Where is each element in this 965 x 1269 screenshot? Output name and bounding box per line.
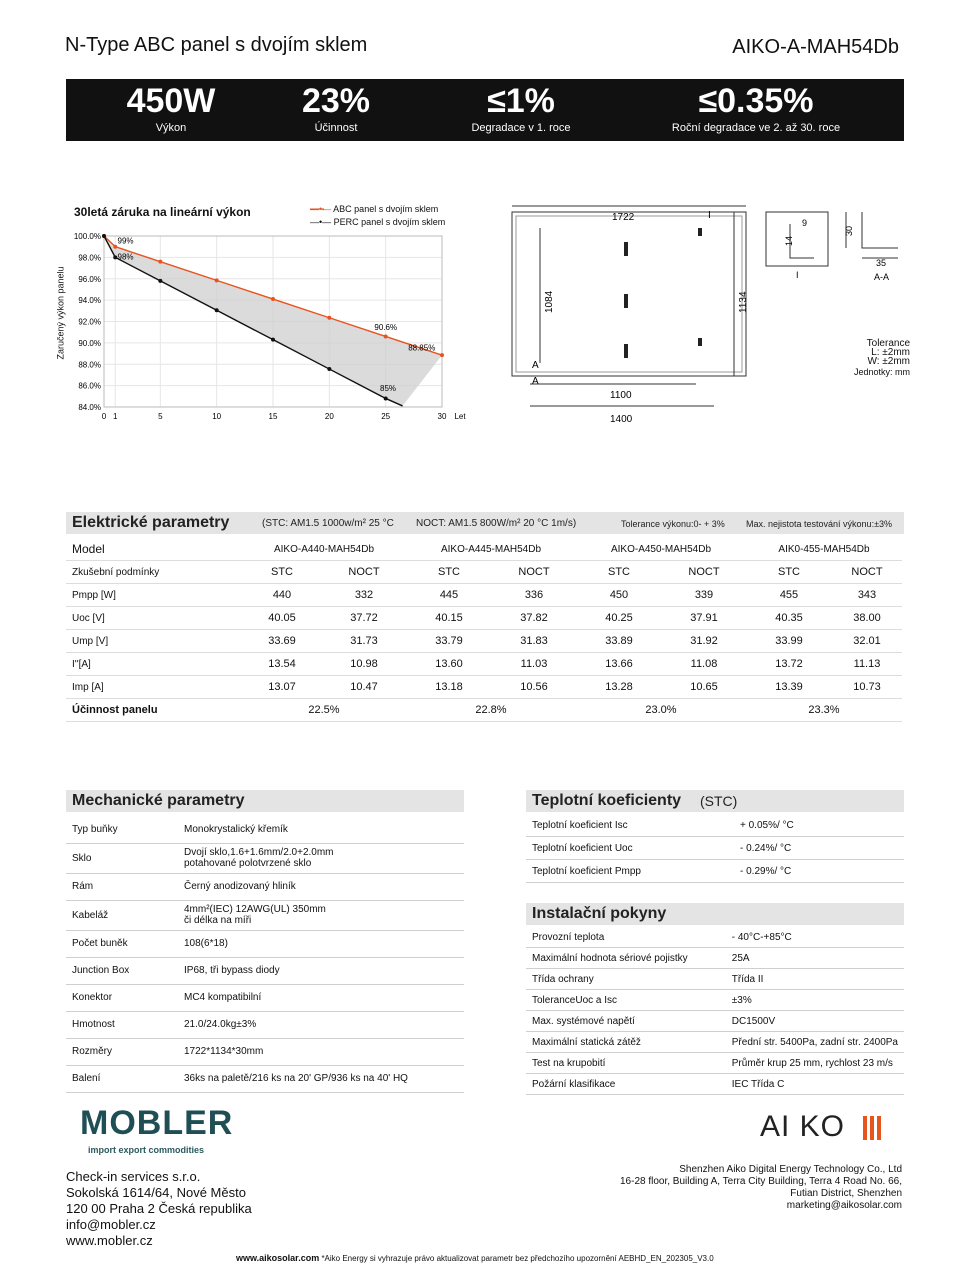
row-label: Teplotní koeficient Pmpp (526, 860, 734, 883)
aiko-logo: AI KO (759, 1110, 845, 1143)
dim-bottom-1: 1100 (610, 390, 632, 401)
x-tick-label: 10 (212, 412, 222, 421)
cell-value: 13.07 (242, 676, 322, 699)
row-label: Kabeláž (66, 900, 178, 930)
row-value-cell (178, 930, 464, 957)
efficiency-row (66, 699, 902, 722)
row-value-cell (178, 1011, 464, 1038)
x-unit-label: Let (454, 412, 466, 421)
thermal-section (526, 790, 904, 883)
row-label: Hmotnost (66, 1011, 178, 1038)
cell-value: 37.82 (492, 607, 576, 630)
install-table (526, 927, 904, 1095)
cell-value: 31.83 (492, 630, 576, 653)
row-value: Černý anodizovaný hliník (184, 881, 296, 892)
x-tick-label: 20 (324, 412, 334, 421)
y-tick-label: 92.0% (78, 317, 101, 327)
row-value: 21.0/24.0kg±3% (184, 1019, 257, 1030)
cell-value: NOCT (832, 561, 902, 584)
table-row (526, 1074, 904, 1095)
aiko-email[interactable]: marketing@aikosolar.com (786, 1200, 902, 1211)
aiko-logo-bars (863, 1116, 881, 1145)
x-tick-label: 1 (113, 412, 118, 421)
model-column-header: AIKO-A450-MAH54Db (576, 538, 746, 561)
electrical-section (66, 512, 904, 722)
mount-hole-top (698, 228, 702, 236)
cell-value: 13.66 (576, 653, 662, 676)
section-label-aa: A-A (874, 272, 890, 282)
section-aa-profile (862, 212, 898, 248)
page-title: N-Type ABC panel s dvojím sklem (65, 34, 368, 56)
bottom-site[interactable]: www.aikosolar.com (236, 1253, 320, 1263)
aiko-line: Shenzhen Aiko Digital Energy Technology Co., Ltd (679, 1164, 902, 1175)
cell-value: 10.98 (322, 653, 406, 676)
data-point (158, 260, 162, 264)
data-point (102, 234, 106, 238)
tolerance-note (854, 339, 910, 377)
tolerance-note: Tolerance výkonu:0- + 3% (621, 519, 725, 529)
kpi-banner (66, 79, 904, 141)
table-row (526, 948, 904, 969)
chart-title: 30letá záruka na lineární výkon (74, 205, 251, 219)
table-row (526, 1011, 904, 1032)
tolerance-length: L: ±2mm (871, 347, 910, 358)
data-point (327, 316, 331, 320)
efficiency-label: Účinnost panelu (66, 699, 242, 722)
row-label: Sklo (66, 843, 178, 873)
mechanical-table (66, 816, 464, 1093)
aiko-address (620, 1164, 902, 1212)
row-label: Pmpp [W] (66, 584, 242, 607)
panel-drawing (500, 198, 920, 428)
install-section (526, 903, 904, 1095)
units-note: Jednotky: mm (853, 367, 910, 377)
cell-value: 10.65 (662, 676, 746, 699)
table-row (66, 676, 902, 699)
table-row (66, 561, 902, 584)
cell-value: NOCT (492, 561, 576, 584)
row-label: Zkušební podmínky (66, 561, 242, 584)
data-label: 98% (117, 252, 134, 262)
row-value: 36ks na paletě/216 ks na 20' GP/936 ks na 40' HQ (184, 1073, 408, 1084)
bottom-disclaimer: *Aiko Energy si vyhrazuje právo aktualizovat parametr bez předchozího upozornění AEBHD_EN_202305_V3.0 (321, 1254, 714, 1263)
row-label: Test na krupobití (526, 1053, 726, 1074)
table-row (526, 969, 904, 990)
data-point (158, 279, 162, 283)
data-label: 88.85% (408, 343, 436, 353)
thermal-table (526, 814, 904, 883)
junction-box-2 (624, 294, 628, 308)
cell-value: 13.18 (406, 676, 492, 699)
table-row (526, 990, 904, 1011)
row-label: Uoc [V] (66, 607, 242, 630)
row-value-cell (178, 984, 464, 1011)
cell-value: NOCT (322, 561, 406, 584)
cell-value: 33.79 (406, 630, 492, 653)
mobler-email[interactable]: info@mobler.cz (66, 1217, 156, 1232)
data-label: 90.6% (374, 323, 398, 333)
row-label: Teplotní koeficient Uoc (526, 837, 734, 860)
aiko-logo-bar (863, 1116, 867, 1140)
legend-perc-label: PERC panel s dvojím sklem (333, 217, 446, 227)
row-value-cell (178, 900, 464, 930)
cell-value: 11.08 (662, 653, 746, 676)
cell-value: 31.92 (662, 630, 746, 653)
cell-value: STC (746, 561, 832, 584)
cell-value: 11.03 (492, 653, 576, 676)
model-name: AIKO-A-MAH54Db (732, 36, 899, 58)
cell-value: 13.60 (406, 653, 492, 676)
cell-value: 38.00 (832, 607, 902, 630)
row-label: Junction Box (66, 957, 178, 984)
thermal-heading (526, 790, 904, 812)
cell-value: NOCT (662, 561, 746, 584)
y-tick-label: 98.0% (78, 253, 101, 263)
mount-hole-bottom (698, 338, 702, 346)
row-value: Průměr krup 25 mm, rychlost 23 m/s (726, 1053, 904, 1074)
row-value: Přední str. 5400Pa, zadní str. 2400Pa (726, 1032, 904, 1053)
cell-value: 10.56 (492, 676, 576, 699)
efficiency-value: 22.8% (406, 699, 576, 722)
model-column-header: AIK0-455-MAH54Db (746, 538, 902, 561)
mobler-line: 120 00 Praha 2 Česká republika (66, 1201, 252, 1216)
row-value-cell (178, 1038, 464, 1065)
cell-value: 37.72 (322, 607, 406, 630)
cell-value: 336 (492, 584, 576, 607)
data-point (271, 297, 275, 301)
row-value-line2: potahované polotvrzené sklo (184, 858, 312, 869)
table-row (526, 927, 904, 948)
junction-box-3 (624, 344, 628, 358)
table-row (526, 1053, 904, 1074)
dim-9: 9 (802, 218, 808, 228)
cell-value: 33.69 (242, 630, 322, 653)
row-value: 1722*1134*30mm (184, 1046, 264, 1057)
table-row (66, 843, 464, 873)
cell-value: 32.01 (832, 630, 902, 653)
mechanical-section (66, 790, 464, 1093)
kpi-label: Účinnost (314, 122, 358, 134)
table-row (66, 653, 902, 676)
row-value-cell (178, 873, 464, 900)
row-value: Monokrystalický křemík (184, 823, 288, 835)
row-label: Balení (66, 1065, 178, 1092)
cell-value: 37.91 (662, 607, 746, 630)
legend-abc-marker: —•— (310, 204, 332, 214)
electrical-table (66, 538, 902, 722)
legend-abc-label: ABC panel s dvojím sklem (333, 204, 439, 214)
y-tick-label: 90.0% (78, 338, 101, 348)
cell-value: 339 (662, 584, 746, 607)
kpi-efficiency (276, 79, 396, 133)
y-tick-label: 94.0% (78, 296, 101, 306)
table-row (66, 816, 464, 843)
electrical-heading (66, 512, 904, 534)
cell-value: 332 (322, 584, 406, 607)
model-label: Model (66, 538, 242, 561)
section-mark-a-bottom: A (532, 376, 539, 387)
row-label: Teplotní koeficient Isc (526, 814, 734, 837)
stc-note: (STC: AM1.5 1000w/m² 25 °C (262, 518, 394, 529)
table-row (66, 584, 902, 607)
section-mark-a-top: A (532, 360, 539, 371)
x-tick-label: 5 (158, 412, 163, 421)
dim-30: 30 (844, 225, 854, 236)
row-value-cell (178, 843, 464, 873)
y-tick-label: 88.0% (78, 360, 101, 370)
row-value: MC4 kompatibilní (184, 992, 262, 1003)
row-value-line2: či délka na míři (184, 915, 252, 926)
row-value: - 40°C-+85°C (726, 927, 904, 948)
row-label: Rám (66, 873, 178, 900)
dim-top-width: 1722 (612, 212, 635, 223)
y-tick-label: 100.0% (73, 232, 101, 241)
y-tick-label: 84.0% (78, 403, 101, 412)
table-row (66, 957, 464, 984)
row-value: IEC Třída C (726, 1074, 904, 1095)
section-label-i: I (796, 270, 799, 280)
cell-value: 13.72 (746, 653, 832, 676)
cell-value: 343 (832, 584, 902, 607)
kpi-first-year-degradation (446, 79, 596, 133)
cell-value: 33.89 (576, 630, 662, 653)
cell-value: 40.25 (576, 607, 662, 630)
row-value-cell (178, 1065, 464, 1092)
tolerance-title: Tolerance (866, 338, 910, 349)
row-label: Třída ochrany (526, 969, 726, 990)
mobler-line: Sokolská 1614/64, Nové Město (66, 1185, 246, 1200)
x-tick-label: 0 (101, 412, 107, 421)
cell-value: STC (406, 561, 492, 584)
kpi-label: Výkon (155, 122, 187, 134)
aiko-logo-bar (877, 1116, 881, 1140)
noct-note: NOCT: AM1.5 800W/m² 20 °C 1m/s) (416, 518, 577, 529)
kpi-value: ≤1% (487, 82, 555, 120)
cell-value: 40.15 (406, 607, 492, 630)
row-value-cell (178, 816, 464, 843)
row-value: IP68, tři bypass diody (184, 965, 280, 976)
kpi-label: Degradace v 1. roce (471, 122, 571, 134)
bottom-note (236, 1253, 714, 1263)
model-column-header: AIKO-A440-MAH54Db (242, 538, 406, 561)
kpi-value: 450W (126, 82, 216, 120)
row-value: 108(6*18) (184, 938, 228, 949)
dim-35: 35 (876, 258, 887, 268)
data-point (215, 308, 219, 312)
cell-value: 33.99 (746, 630, 832, 653)
mobler-address (66, 1169, 252, 1249)
row-value: + 0.05%/ °C (734, 814, 904, 837)
x-tick-label: 15 (268, 412, 278, 421)
kpi-annual-degradation (641, 79, 871, 133)
cell-value: 455 (746, 584, 832, 607)
aiko-logo-bar (870, 1116, 874, 1140)
efficiency-value: 23.3% (746, 699, 902, 722)
table-row (66, 1065, 464, 1092)
cell-value: 13.54 (242, 653, 322, 676)
chart-svg (52, 198, 470, 428)
mechanical-heading: Mechanické parametry (66, 790, 464, 812)
table-row (66, 900, 464, 930)
table-row (66, 1038, 464, 1065)
row-label: Požární klasifikace (526, 1074, 726, 1095)
kpi-value: ≤0.35% (698, 82, 814, 120)
row-value: ±3% (726, 990, 904, 1011)
table-row (526, 837, 904, 860)
row-label: Ump [V] (66, 630, 242, 653)
table-row (66, 1011, 464, 1038)
cell-value: 40.05 (242, 607, 322, 630)
tolerance-width: W: ±2mm (867, 356, 910, 367)
junction-box-1 (624, 242, 628, 256)
mobler-logo: MOBLER (80, 1104, 234, 1142)
row-value: Třída II (726, 969, 904, 990)
mobler-tagline: import export commodities (88, 1145, 205, 1155)
row-value: 4mm²(IEC) 12AWG(UL) 350mm (184, 904, 326, 915)
row-label: Konektor (66, 984, 178, 1011)
electrical-heading-text: Elektrické parametry (72, 514, 230, 531)
cell-value: 11.13 (832, 653, 902, 676)
y-tick-label: 96.0% (78, 274, 101, 284)
chart-ylabel: Zaručený výkon panelu (55, 266, 66, 360)
cell-value: 40.35 (746, 607, 832, 630)
dim-14: 14 (784, 235, 794, 246)
table-row (66, 630, 902, 653)
y-tick-label: 86.0% (78, 381, 101, 391)
efficiency-value: 23.0% (576, 699, 746, 722)
cell-value: STC (576, 561, 662, 584)
data-point (327, 367, 331, 371)
dim-height-outer: 1134 (738, 291, 749, 313)
row-label: Rozměry (66, 1038, 178, 1065)
row-label: Typ buňky (66, 816, 178, 843)
row-value: - 0.29%/ °C (734, 860, 904, 883)
row-label: Max. systémové napětí (526, 1011, 726, 1032)
legend-perc-marker: —•— (310, 217, 332, 227)
data-label: 85% (380, 383, 397, 393)
table-row (66, 984, 464, 1011)
row-value: 25A (726, 948, 904, 969)
table-row (66, 873, 464, 900)
data-point (440, 353, 444, 357)
cell-value: 450 (576, 584, 662, 607)
mobler-website[interactable]: www.mobler.cz (66, 1233, 153, 1248)
thermal-heading-note: (STC) (700, 793, 738, 809)
table-row (526, 1032, 904, 1053)
cell-value: STC (242, 561, 322, 584)
data-point (215, 278, 219, 282)
data-point (271, 338, 275, 342)
model-column-header: AIKO-A445-MAH54Db (406, 538, 576, 561)
kpi-value: 23% (301, 82, 371, 120)
row-label: ToleranceUoc a Isc (526, 990, 726, 1011)
row-value-cell (178, 957, 464, 984)
row-label: Provozní teplota (526, 927, 726, 948)
table-row (526, 814, 904, 837)
drawing-svg (500, 198, 920, 428)
row-label: Maximální hodnota sériové pojistky (526, 948, 726, 969)
kpi-power (106, 79, 236, 133)
cell-value: 10.47 (322, 676, 406, 699)
cell-value: 445 (406, 584, 492, 607)
table-row (526, 860, 904, 883)
row-label: I''[A] (66, 653, 242, 676)
data-label: 99% (117, 236, 134, 246)
row-label: Imp [A] (66, 676, 242, 699)
x-tick-label: 25 (381, 412, 391, 421)
kpi-label: Roční degradace ve 2. až 30. roce (671, 122, 841, 134)
table-row (66, 607, 902, 630)
aiko-line: 16-28 floor, Building A, Terra City Building, Terra 4 Road No. 66, (619, 1176, 902, 1187)
dim-height-inner: 1084 (544, 290, 555, 313)
cell-value: 13.39 (746, 676, 832, 699)
efficiency-value: 22.5% (242, 699, 406, 722)
row-label: Počet buněk (66, 930, 178, 957)
cell-value: 13.28 (576, 676, 662, 699)
table-row (66, 930, 464, 957)
warranty-chart (52, 198, 470, 428)
row-value: DC1500V (726, 1011, 904, 1032)
electrical-header-row (66, 538, 902, 561)
section-label-i-top: I (708, 210, 711, 221)
dim-bottom-2: 1400 (610, 414, 633, 425)
row-value: - 0.24%/ °C (734, 837, 904, 860)
x-tick-label: 30 (437, 412, 447, 421)
uncertainty-note: Max. nejistota testování výkonu:±3% (746, 519, 893, 529)
cell-value: 440 (242, 584, 322, 607)
row-label: Maximální statická zátěž (526, 1032, 726, 1053)
install-heading: Instalační pokyny (526, 903, 904, 925)
mobler-line: Check-in services s.r.o. (66, 1169, 201, 1184)
cell-value: 10.73 (832, 676, 902, 699)
thermal-heading-text: Teplotní koeficienty (532, 792, 682, 809)
data-point (384, 334, 388, 338)
cell-value: 31.73 (322, 630, 406, 653)
aiko-line: Futian District, Shenzhen (790, 1188, 902, 1199)
row-value: Dvojí sklo,1.6+1.6mm/2.0+2.0mm (184, 847, 334, 858)
